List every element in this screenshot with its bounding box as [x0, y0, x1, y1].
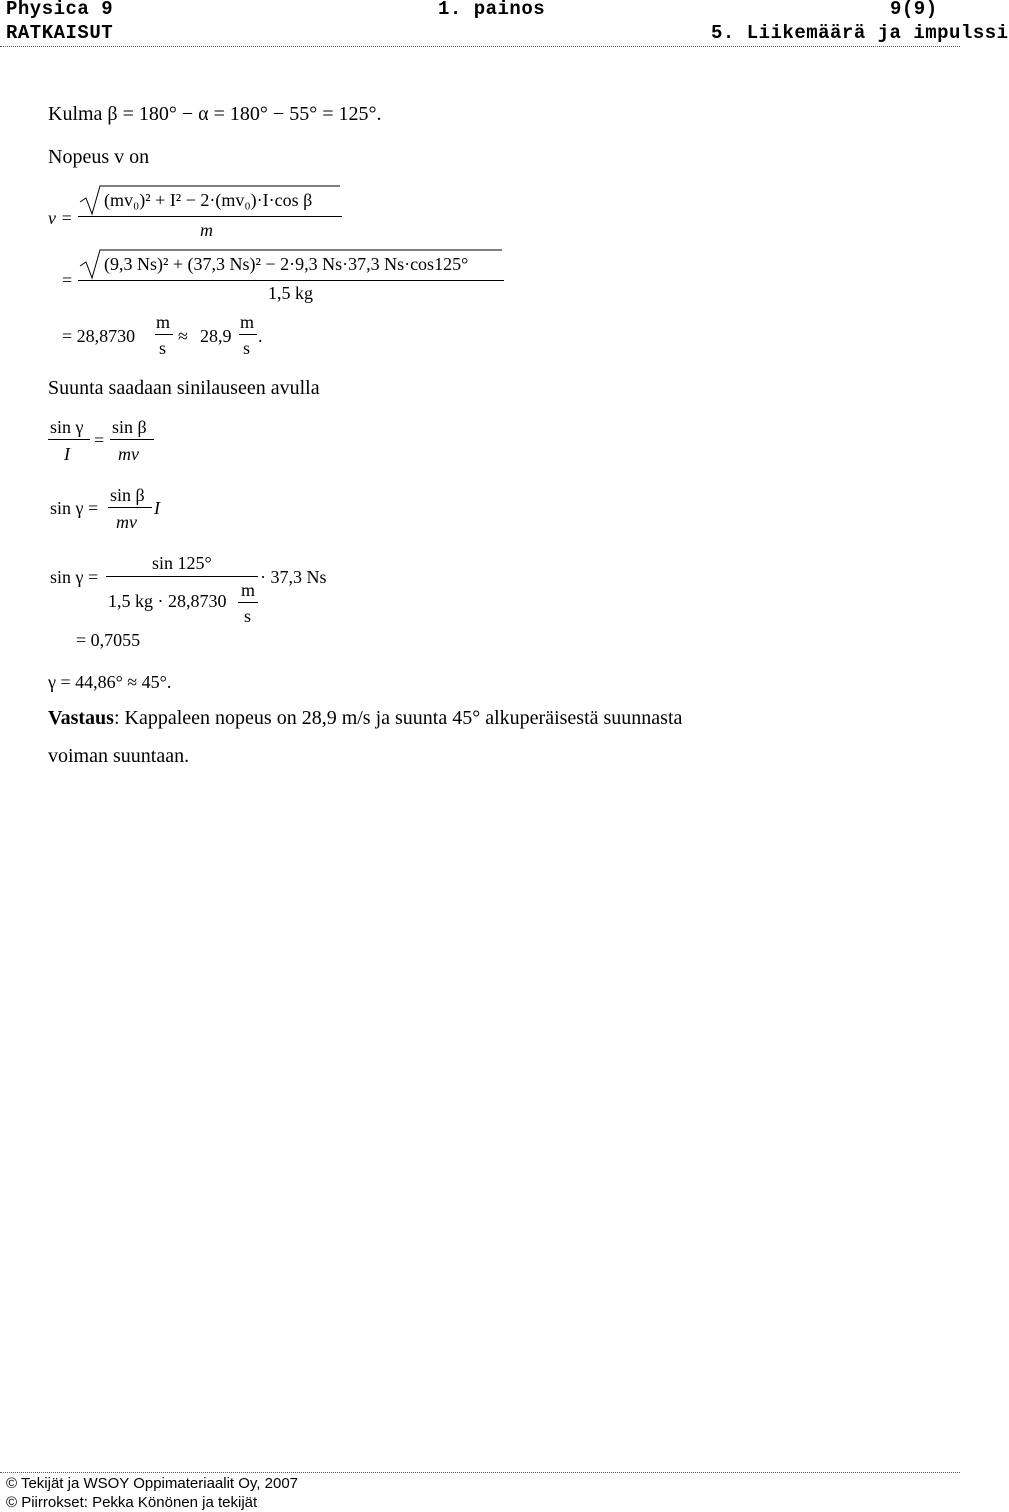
eq-sign: =	[94, 430, 105, 450]
direction-intro: Suunta saadaan sinilauseen avulla	[48, 377, 320, 399]
fraction-bar	[155, 334, 173, 335]
unit-m: m	[241, 580, 256, 600]
approx-sign: ≈	[178, 326, 188, 346]
header-divider	[0, 46, 960, 47]
sin-denominator-value: 1,5 kg · 28,8730	[108, 591, 227, 611]
sine-law-right-numerator: sin β	[110, 485, 145, 505]
unit-m: m	[240, 312, 255, 332]
book-title: Physica 9	[6, 0, 114, 20]
fraction-bar	[48, 439, 90, 440]
gamma-line: γ = 44,86° ≈ 45°.	[48, 672, 172, 692]
sine-law-left-numerator: sin γ	[50, 417, 84, 437]
sine-law-left-denominator: I	[64, 444, 70, 464]
period: .	[258, 326, 263, 346]
speed-intro: Nopeus v on	[48, 146, 150, 168]
unit-s: s	[159, 338, 167, 358]
fraction-bar	[238, 602, 258, 603]
footer-illustrations: © Piirrokset: Pekka Könönen ja tekijät	[6, 1494, 258, 1511]
angle-line: Kulma β = 180° − α = 180° − 55° = 125°.	[48, 103, 382, 125]
v-numeric-numerator: (9,3 Ns)² + (37,3 Ns)² − 2·9,3 Ns·37,3 Ns·cos125°	[104, 254, 469, 274]
answer-text-continued: voiman suuntaan.	[48, 745, 190, 767]
fraction-bar	[78, 280, 504, 281]
v-result-b: 28,9	[200, 326, 232, 346]
sine-law-right-numerator: sin β	[112, 417, 147, 437]
unit-s: s	[243, 338, 251, 358]
chapter-title: 5. Liikemäärä ja impulssi	[711, 22, 1009, 44]
sin-factor: · 37,3 Ns	[260, 567, 327, 587]
v-numeric-denominator: 1,5 kg	[268, 283, 313, 303]
fraction-bar	[239, 334, 257, 335]
section-label: RATKAISUT	[6, 22, 114, 44]
sin-numerator-value: sin 125°	[152, 553, 212, 573]
page-number: 9(9)	[890, 0, 938, 20]
edition: 1. painos	[438, 0, 546, 20]
footer-divider	[0, 1472, 960, 1473]
sin-result: = 0,7055	[76, 630, 141, 650]
fraction-bar	[110, 439, 154, 440]
fraction-bar	[108, 507, 152, 508]
v-formula-denominator: m	[200, 220, 213, 240]
footer-copyright: © Tekijät ja WSOY Oppimateriaalit Oy, 2007	[6, 1475, 299, 1492]
v-lhs: v =	[48, 208, 73, 228]
fraction-bar	[106, 576, 258, 577]
answer	[48, 707, 682, 730]
sin-gamma-I: I	[154, 498, 160, 518]
sine-law-right-denominator: mv	[116, 512, 137, 532]
eq-sign: =	[62, 270, 73, 290]
v-formula-numerator: (mv₀)² + I² − 2·(mv₀)·I·cos β	[104, 190, 313, 210]
sine-law-right-denominator: mv	[118, 444, 139, 464]
unit-s: s	[244, 606, 252, 626]
answer-label: Vastaus	[48, 707, 114, 729]
fraction-bar	[78, 216, 342, 217]
answer-text: : Kappaleen nopeus on 28,9 m/s ja suunta 45° alkuperäisestä suunnasta	[113, 707, 683, 729]
sin-gamma-lhs: sin γ =	[50, 567, 99, 587]
sin-gamma-lhs: sin γ =	[50, 498, 99, 518]
unit-m: m	[156, 312, 171, 332]
v-result-a: = 28,8730	[62, 326, 136, 346]
